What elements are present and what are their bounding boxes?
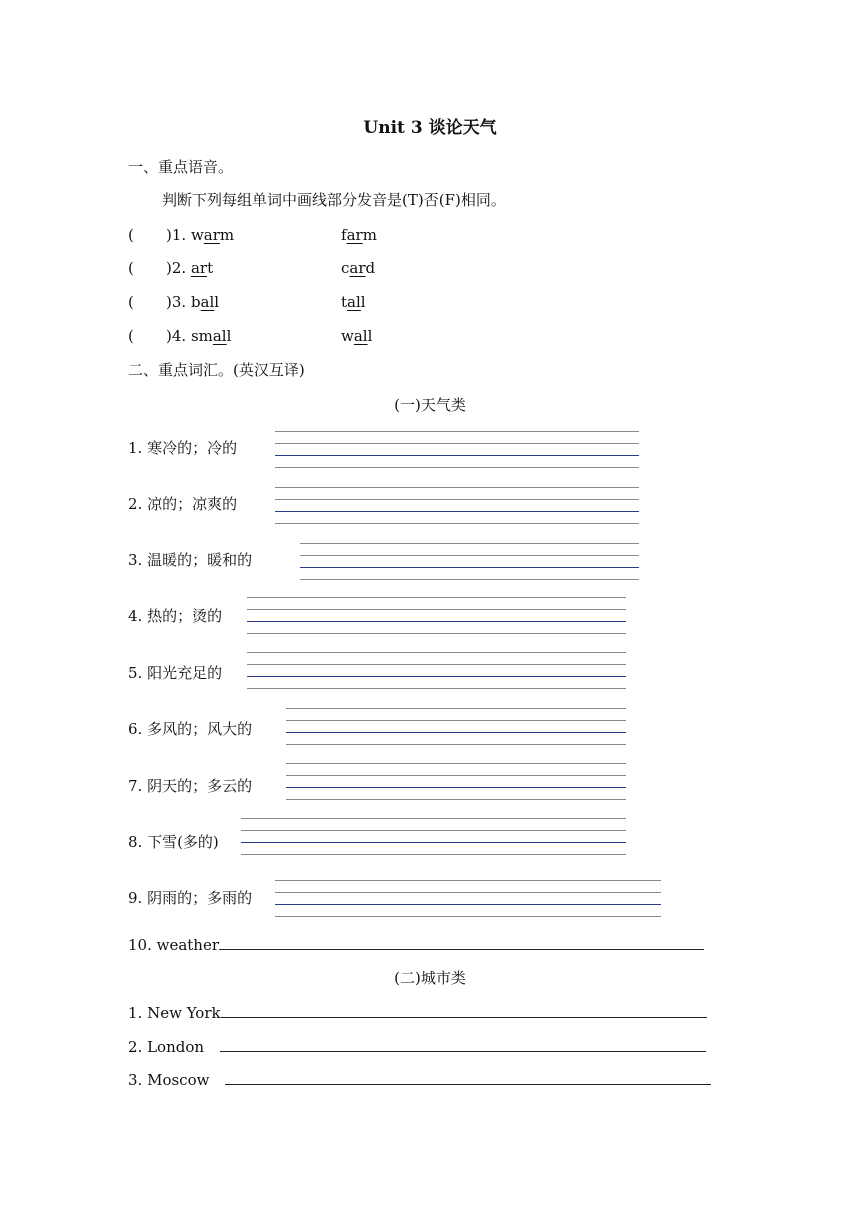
word-part: l [360,293,366,311]
item-number: )4. [166,327,191,345]
word-part: c [341,259,350,277]
vocab-label: 2. London [128,1038,205,1056]
answer-line[interactable] [220,1036,706,1052]
word-part: w [190,226,204,244]
list-item [166,326,231,346]
word-part: b [190,293,201,311]
underlined-part: ar [346,226,363,244]
vocab-item [128,1036,706,1057]
vocab-item [128,1002,707,1023]
list-item [166,292,219,312]
underlined-part: ar [349,259,366,277]
underlined-part: al [347,293,361,311]
word-part: l [214,293,220,311]
answer-paren[interactable]: ( [128,226,134,244]
subheading-cities: (二)城市类 [394,969,466,987]
answer-paren[interactable]: ( [128,293,134,311]
underlined-part: al [212,327,227,345]
vocab-item: 7. 阴天的；多云的 [128,777,253,795]
vocab-label: 1. New York [128,1004,221,1022]
section-2-heading: 二、重点词汇。(英汉互译) [128,361,305,379]
underlined-part: al [353,327,368,345]
vocab-item: 2. 凉的；凉爽的 [128,495,238,513]
answer-paren[interactable]: ( [128,259,134,277]
underlined-part: ar [203,226,220,244]
vocab-item: 4. 热的；烫的 [128,607,223,625]
vocab-item: 3. 温暖的；暖和的 [128,551,253,569]
vocab-item: 8. 下雪(多的) [128,833,219,851]
word-part: t [341,293,348,311]
word-part: t [207,259,214,277]
vocab-item: 6. 多风的；风大的 [128,720,253,738]
answer-line[interactable] [219,934,704,950]
compare-word [341,258,375,278]
word-part: w [341,327,354,345]
compare-word [341,225,377,245]
compare-word [341,326,372,346]
answer-paren[interactable]: ( [128,327,134,345]
item-number: )3. [166,293,191,311]
section-1-instruction: 判断下列每组单词中画线部分发音是(T)否(F)相同。 [162,191,506,209]
page-title: Unit 3 谈论天气 [363,118,497,138]
vocab-item [128,1069,711,1090]
underlined-part: ar [190,259,208,277]
answer-line[interactable] [225,1069,711,1085]
word-part: f [341,226,347,244]
vocab-item: 9. 阴雨的；多雨的 [128,889,253,907]
word-part: m [362,226,377,244]
vocab-item: 1. 寒冷的；冷的 [128,439,238,457]
section-1-heading: 一、重点语音。 [128,158,234,176]
word-part: m [219,226,235,244]
list-item [166,258,213,278]
word-part: d [365,259,376,277]
list-item [166,225,234,245]
underlined-part: al [200,293,215,311]
item-number: )2. [166,259,191,277]
vocab-label: 10. weather [128,936,220,954]
answer-line[interactable] [221,1002,707,1018]
word-part: sm [190,327,213,345]
subheading-weather: (一)天气类 [394,396,466,414]
vocab-label: 3. Moscow [128,1071,210,1089]
compare-word [341,292,366,312]
item-number: )1. [166,226,191,244]
vocab-item [128,934,704,955]
vocab-item: 5. 阳光充足的 [128,664,223,682]
word-part: l [367,327,373,345]
word-part: l [226,327,232,345]
